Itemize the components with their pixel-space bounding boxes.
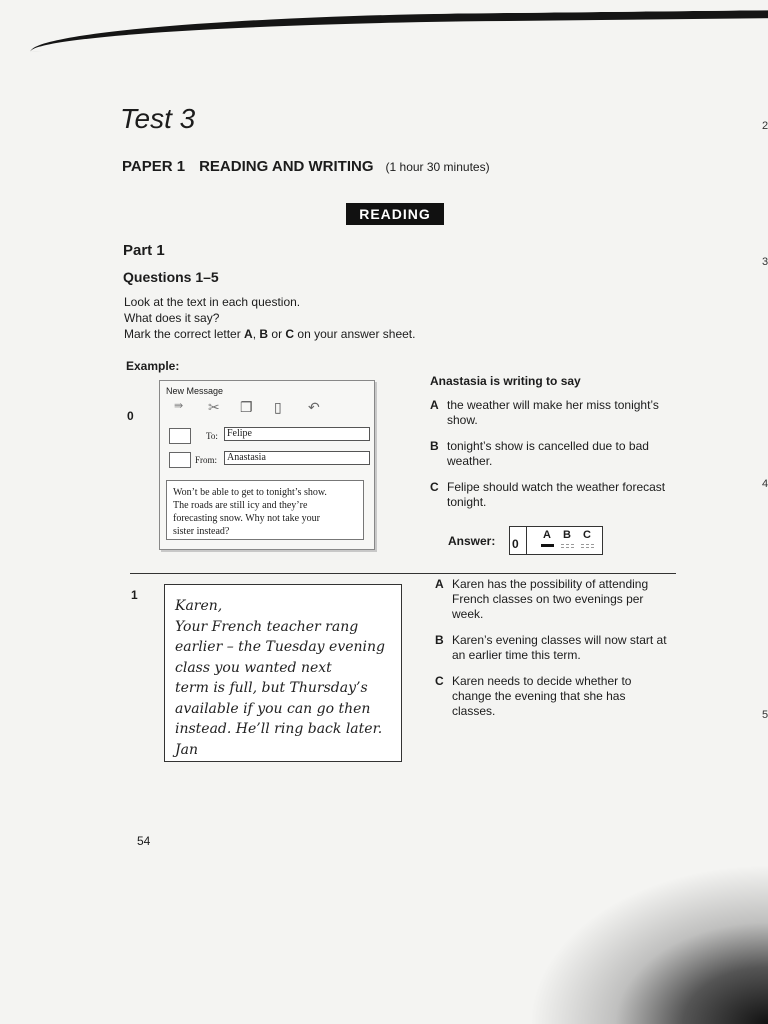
option-a	[435, 577, 671, 622]
note-line: Jan	[175, 741, 198, 758]
answer-letter-b: B	[563, 529, 571, 541]
send-icon: ⇛	[174, 400, 184, 412]
message-window-title: New Message	[166, 386, 224, 396]
message-body	[166, 480, 364, 540]
section-badge: READING	[346, 203, 444, 225]
option-text: tonight’s show is cancelled due to bad weather.	[447, 439, 649, 468]
answer-mark-empty	[581, 544, 594, 548]
option-a	[430, 398, 680, 428]
answer-box	[509, 526, 603, 555]
undo-icon: ↶	[308, 399, 320, 415]
from-field: Anastasia	[224, 451, 370, 465]
to-label: To:	[206, 431, 218, 441]
test-title: Test 3	[120, 103, 196, 134]
example-label: Example:	[126, 359, 180, 373]
cut-icon: ✂	[208, 399, 220, 415]
option-letter: C	[430, 480, 439, 494]
message-line: forecasting snow. Why not take your	[173, 513, 320, 524]
top-border-line	[30, 10, 768, 52]
message-line: The roads are still icy and they’re	[173, 500, 308, 511]
option-letter: B	[430, 439, 439, 453]
instruction-line: What does it say?	[124, 311, 220, 325]
instruction-line: Look at the text in each question.	[124, 295, 301, 309]
note-line: class you wanted next	[175, 659, 332, 676]
copy-icon: ❐	[240, 399, 253, 415]
paste-icon: ▯	[274, 399, 282, 415]
edge-number: 3	[762, 256, 768, 268]
from-address-icon	[169, 452, 191, 468]
edge-number: 5	[762, 709, 768, 721]
paper-name: READING AND WRITING	[199, 158, 374, 175]
option-b	[430, 439, 680, 469]
question1-options	[435, 577, 671, 730]
answer-divider	[526, 527, 527, 554]
option-text: Felipe should watch the weather forecast tonight.	[447, 480, 666, 509]
answer-mark-filled	[541, 544, 554, 547]
note-line: Karen,	[175, 598, 223, 614]
option-letter: A	[435, 577, 444, 591]
answer-letter-c: C	[583, 529, 591, 541]
example-prompt: Anastasia is writing to say	[430, 374, 581, 388]
note-line: Your French teacher rang	[175, 618, 359, 635]
part-title: Part 1	[123, 242, 165, 259]
example-number: 0	[127, 409, 134, 423]
option-text: Karen’s evening classes will now start at an earlier time this term.	[452, 633, 667, 662]
instructions	[124, 294, 415, 342]
option-b	[435, 633, 671, 663]
paper-heading	[122, 158, 490, 175]
option-c	[430, 480, 680, 510]
paper-duration: (1 hour 30 minutes)	[385, 160, 490, 174]
edge-number: 4	[762, 478, 768, 490]
paper-number: PAPER 1	[122, 158, 186, 175]
message-toolbar	[170, 399, 360, 419]
edge-number: 2	[762, 120, 768, 132]
to-field: Felipe	[224, 427, 370, 441]
answer-number: 0	[512, 537, 519, 551]
answer-letter-a: A	[543, 529, 551, 541]
message-window	[159, 380, 375, 550]
example-options	[430, 374, 680, 521]
page-number: 54	[137, 834, 151, 848]
questions-title: Questions 1–5	[123, 269, 219, 285]
message-line: Won’t be able to get to tonight’s show.	[173, 487, 327, 498]
option-text: Karen has the possibility of attending French classes on two evenings per week.	[452, 577, 649, 621]
option-letter: A	[430, 398, 439, 412]
scan-shadow	[528, 864, 768, 1024]
answer-label: Answer:	[448, 534, 496, 548]
note-line: term is full, but Thursday’s	[175, 680, 368, 696]
note-line: instead. He’ll ring back later.	[175, 721, 383, 737]
question-number: 1	[131, 588, 138, 602]
from-label: From:	[195, 455, 218, 465]
separator-line	[130, 573, 676, 574]
message-line: sister instead?	[173, 526, 230, 537]
note-line: available if you can go then	[175, 700, 371, 717]
option-letter: B	[435, 633, 444, 647]
option-c	[435, 674, 671, 719]
to-address-icon	[169, 428, 191, 444]
instruction-line: Mark the correct letter A, B or C on your answer sheet.	[124, 327, 416, 341]
option-text: Karen needs to decide whether to change the evening that she has classes.	[452, 674, 632, 718]
option-letter: C	[435, 674, 444, 688]
answer-mark-empty	[561, 544, 574, 548]
handwritten-note	[164, 584, 402, 762]
option-text: the weather will make her miss tonight’s show.	[447, 398, 659, 427]
note-line: earlier – the Tuesday evening	[175, 639, 385, 655]
